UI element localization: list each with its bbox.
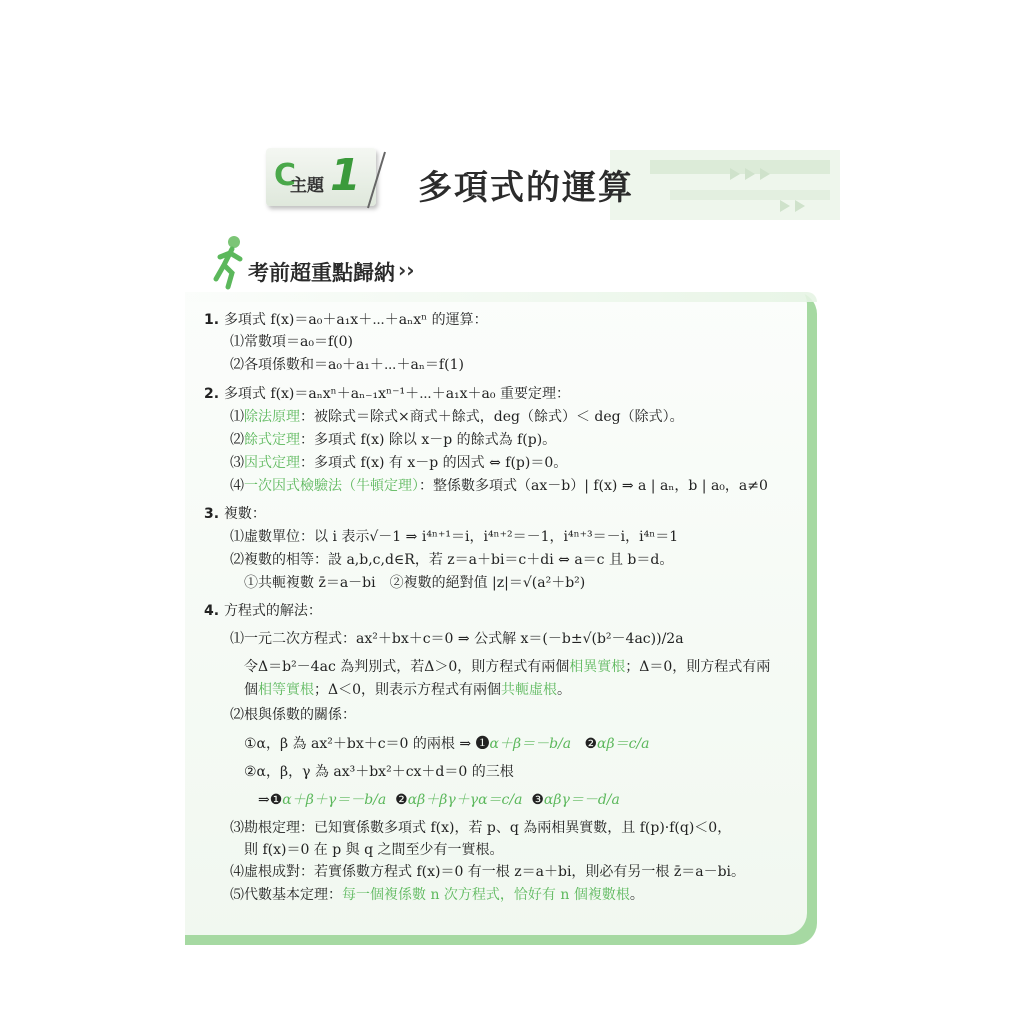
item-3: 3. 複數： xyxy=(204,506,266,522)
item-4-4: ⑷虛根成對：若實係數方程式 f(x)＝0 有一根 z＝a＋bi，則必有另一根 z̄＝a－bi。 xyxy=(230,864,746,880)
item-4-2-b: ②α，β，γ 為 ax³＋bx²＋cx＋d＝0 的三根 xyxy=(244,764,514,780)
slash-divider xyxy=(360,150,390,210)
topic-badge-icon: C xyxy=(274,158,297,193)
item-4-5: ⑸代數基本定理：每一個複係數 n 次方程式，恰好有 n 個複數根。 xyxy=(230,887,644,903)
item-1-2: ⑵各項係數和＝a₀＋a₁＋⋯＋aₙ＝f(1) xyxy=(230,357,464,373)
item-4-1: ⑴一元二次方程式：ax²＋bx＋c＝0 ⇒ 公式解 x＝(－b±√(b²－4ac))/2a xyxy=(230,631,684,647)
item-4-3: ⑶勘根定理：已知實係數多項式 f(x)，若 p、q 為兩相異實數，且 f(p)·f(q)＜0， xyxy=(230,820,732,836)
item-4-2-c: ⇒❶α＋β＋γ＝－b/a ❷αβ＋βγ＋γα＝c/a ❸αβγ＝－d/a xyxy=(258,792,620,808)
runner-icon xyxy=(210,235,250,290)
item-4-3-b: 則 f(x)＝0 在 p 與 q 之間至少有一實根。 xyxy=(244,842,504,858)
item-1: 1. 多項式 f(x)＝a₀＋a₁x＋⋯＋aₙxⁿ 的運算： xyxy=(204,312,488,328)
item-3-1: ⑴虛數單位：以 i 表示√－1 ⇒ i⁴ⁿ⁺¹＝i，i⁴ⁿ⁺²＝－1，i⁴ⁿ⁺³＝－i，i⁴ⁿ＝1 xyxy=(230,529,679,545)
item-4-2: ⑵根與係數的關係： xyxy=(230,707,356,723)
section-title: 考前超重點歸納 xyxy=(248,261,395,285)
topic-badge-label: 主題 xyxy=(290,176,324,196)
item-2-1: ⑴除法原理：被除式＝除式×商式＋餘式，deg（餘式）＜ deg（除式）。 xyxy=(230,409,684,425)
item-3-3: ①共軛複數 z̄＝a－bi ②複數的絕對值 |z|＝√(a²＋b²) xyxy=(244,575,586,591)
item-4-1-b: 令Δ＝b²－4ac 為判別式，若Δ＞0，則方程式有兩個相異實根；Δ＝0，則方程式有兩 xyxy=(244,659,771,675)
item-2: 2. 多項式 f(x)＝aₙxⁿ＋aₙ₋₁xⁿ⁻¹＋⋯＋a₁x＋a₀ 重要定理： xyxy=(204,386,570,402)
section-arrow-icon: ›› xyxy=(398,258,415,282)
item-2-3: ⑶因式定理：多項式 f(x) 有 x－p 的因式 ⇔ f(p)＝0。 xyxy=(230,455,568,471)
summary-box-top xyxy=(185,292,817,302)
item-4: 4. 方程式的解法： xyxy=(204,603,322,619)
page-title: 多項式的運算 xyxy=(418,168,634,208)
header-decoration xyxy=(610,140,840,230)
item-4-2-a: ①α，β 為 ax²＋bx＋c＝0 的兩根 ⇒ ❶α＋β＝－b/a ❷αβ＝c/a xyxy=(244,736,650,752)
item-2-4: ⑷一次因式檢驗法（牛頓定理）：整係數多項式（ax－b）| f(x) ⇒ a | aₙ，b | a₀，a≠0 xyxy=(230,478,768,494)
item-3-2: ⑵複數的相等：設 a,b,c,d∈R，若 z＝a＋bi＝c＋di ⇔ a＝c 且 b＝d。 xyxy=(230,552,674,568)
item-4-1-c: 個相等實根；Δ＜0，則表示方程式有兩個共軛虛根。 xyxy=(244,682,572,698)
topic-number: 1 xyxy=(330,150,361,201)
item-2-2: ⑵餘式定理：多項式 f(x) 除以 x－p 的餘式為 f(p)。 xyxy=(230,432,557,448)
item-1-1: ⑴常數項＝a₀＝f(0) xyxy=(230,334,353,350)
